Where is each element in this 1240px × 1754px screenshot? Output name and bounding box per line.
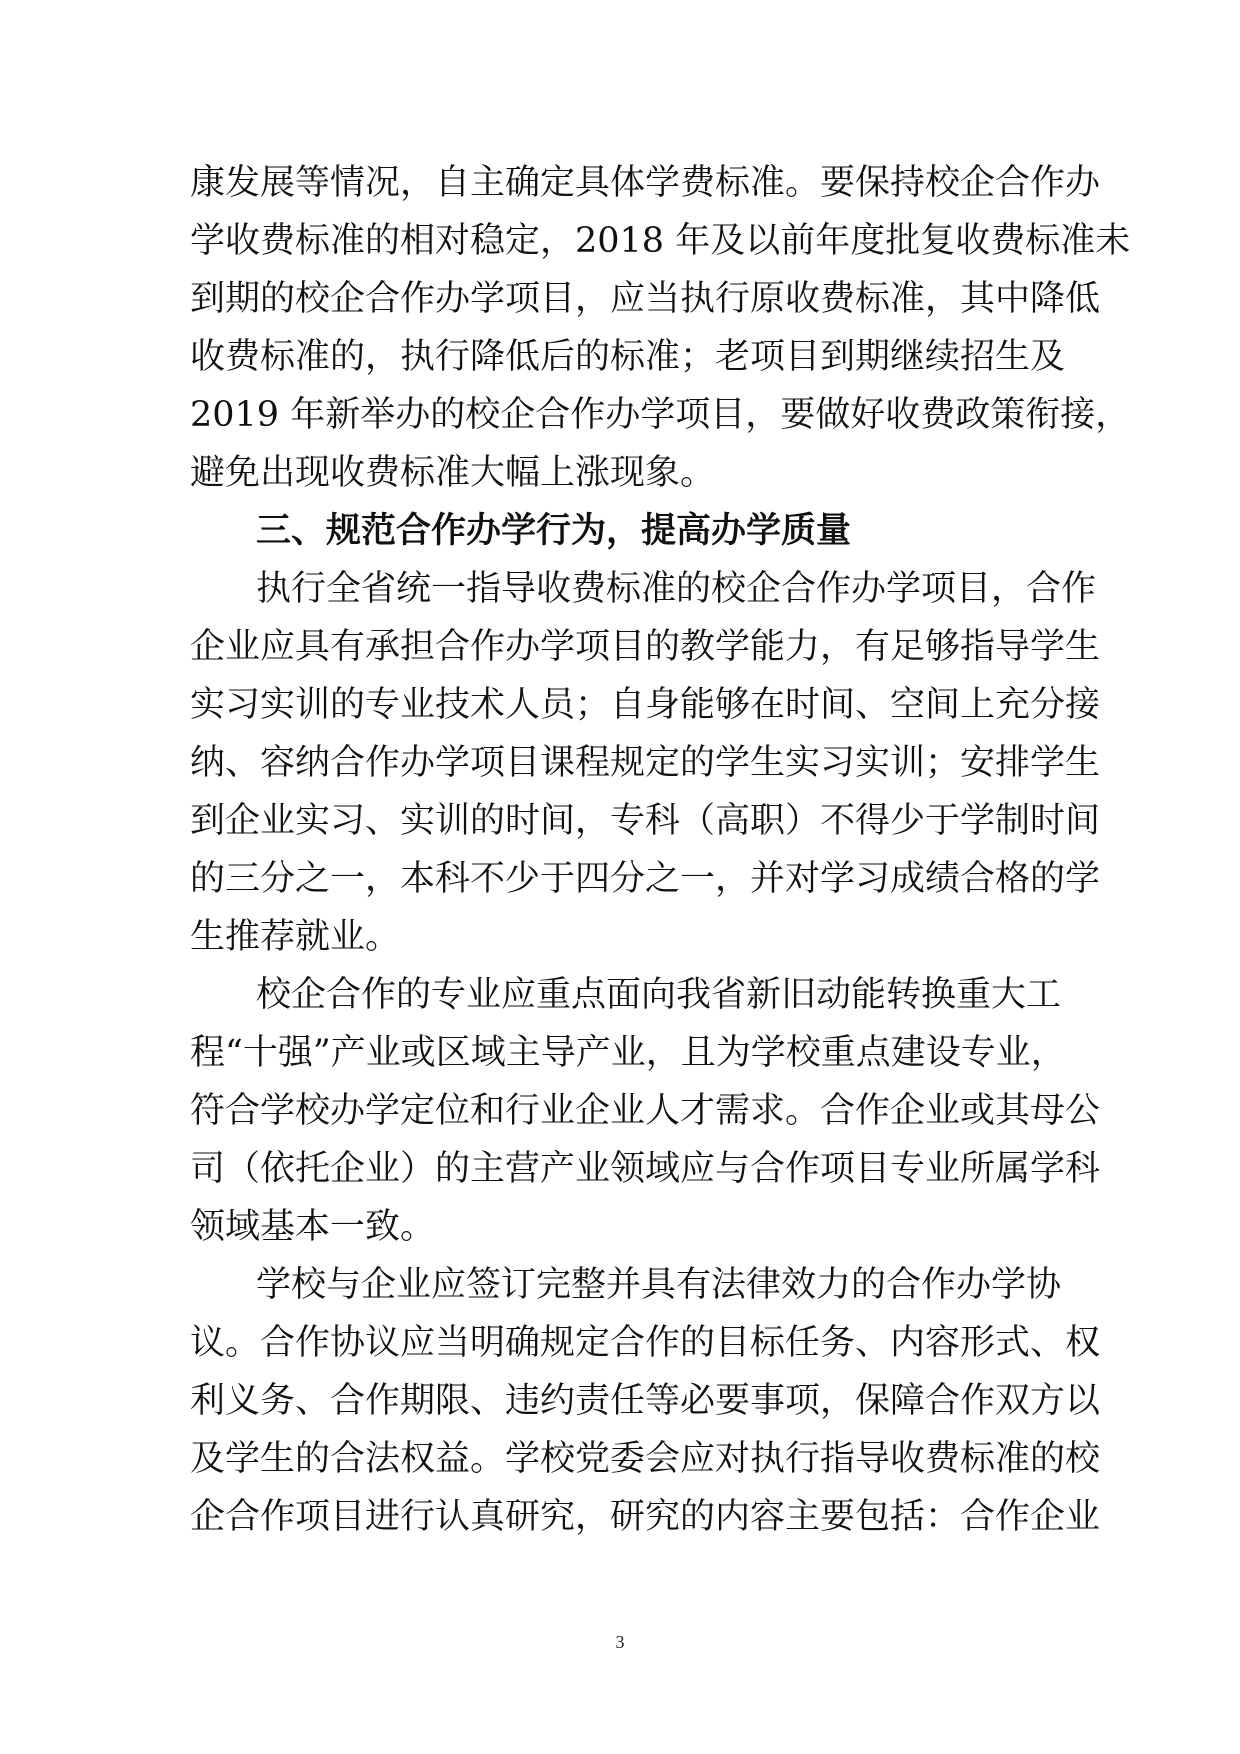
body-text-line: 生推荐就业。 [190,917,401,957]
body-text-line: 司（依托企业）的主营产业领域应与合作项目专业所属学科 [190,1149,1101,1189]
body-text-line: 学校与企业应签订完整并具有法律效力的合作办学协 [256,1265,1062,1305]
body-text-line: 的三分之一，本科不少于四分之一，并对学习成绩合格的学 [190,859,1101,899]
body-text-line: 康发展等情况，自主确定具体学费标准。要保持校企合作办 [190,163,1101,203]
body-text-line: 2019 年新举办的校企合作办学项目，要做好收费政策衔接， [190,395,1131,435]
section-heading: 三、规范合作办学行为，提高办学质量 [256,511,852,551]
body-text-line: 收费标准的，执行降低后的标准；老项目到期继续招生及 [190,337,1066,377]
body-text-line: 到期的校企合作办学项目，应当执行原收费标准，其中降低 [190,279,1101,319]
body-text-line: 执行全省统一指导收费标准的校企合作办学项目，合作 [256,569,1097,609]
body-text-line: 纳、容纳合作办学项目课程规定的学生实习实训；安排学生 [190,743,1101,783]
body-text-line: 利义务、合作期限、违约责任等必要事项，保障合作双方以 [190,1381,1101,1421]
body-text-line: 实习实训的专业技术人员；自身能够在时间、空间上充分接 [190,685,1101,725]
body-text-line: 避免出现收费标准大幅上涨现象。 [190,453,716,493]
body-text-line: 校企合作的专业应重点面向我省新旧动能转换重大工 [256,975,1062,1015]
body-text-line: 学收费标准的相对稳定，2018 年及以前年度批复收费标准未 [190,221,1131,261]
body-text-line: 及学生的合法权益。学校党委会应对执行指导收费标准的校 [190,1439,1101,1479]
body-text-line: 符合学校办学定位和行业企业人才需求。合作企业或其母公 [190,1091,1101,1131]
body-text-line: 企合作项目进行认真研究，研究的内容主要包括：合作企业 [190,1497,1101,1537]
body-text-line: 到企业实习、实训的时间，专科（高职）不得少于学制时间 [190,801,1101,841]
body-text-line: 程“十强”产业或区域主导产业，且为学校重点建设专业， [190,1033,1066,1073]
body-text-line: 企业应具有承担合作办学项目的教学能力，有足够指导学生 [190,627,1101,667]
body-text-line: 领域基本一致。 [190,1207,436,1247]
page-number: 3 [615,1632,625,1652]
body-text-line: 议。合作协议应当明确规定合作的目标任务、内容形式、权 [190,1323,1101,1363]
